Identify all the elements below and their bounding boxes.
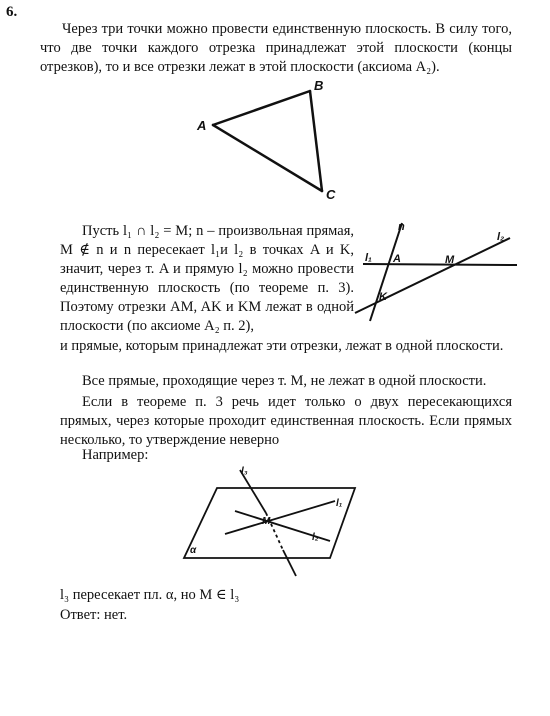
label-a: A (197, 118, 207, 133)
segment-bc (310, 91, 322, 191)
paragraph-fact: l₃ пересекает пл. α, но M ∈ l₃ (60, 587, 240, 603)
paragraph-explanation-text: Если в теореме п. 3 речь идет только о двух пересекающихся прямых, через которые проходит единственная плоскость. Если прямых несколько, то утверждение неверно (60, 394, 512, 448)
label-l2: l₂ (312, 532, 319, 543)
paragraph-proof-text: Пусть l₁ ∩ l₂ = M; n – произвольная прямая, M ∉ n и n пересекает l₁и l₂ в точках A и K, значит, через т. A и прямую l₂ можно провести единственную плоскость (по теореме п. 3). Поэтому отрезки AM, AK и KM лежат в одной плоскости (по аксиоме A₂ п. 2), (60, 223, 354, 334)
paragraph-example-text: Например: (82, 447, 149, 463)
paragraph-intro (40, 20, 512, 77)
paragraph-statement-text: Все прямые, проходящие через т. M, не лежат в одной плоскости. (82, 373, 487, 389)
label-c: C (326, 187, 336, 202)
label-alpha: α (190, 545, 197, 556)
plane-figure (180, 466, 380, 584)
segment-ac (213, 125, 322, 191)
segment-ab (213, 91, 310, 125)
label-l2: l₂ (497, 231, 505, 243)
label-n: n (398, 221, 405, 233)
paragraph-answer: Ответ: нет. (60, 607, 128, 623)
label-point-k: K (379, 291, 387, 303)
line-l1 (363, 264, 517, 265)
paragraph-conclusion: и прямые, которым принадлежат эти отрезки, лежат в одной плоскости. (60, 338, 504, 354)
lines-figure (355, 218, 525, 333)
paragraph-intro-text: Через три точки можно провести единственную плоскость. В силу того, что две точки каждого отрезка принадлежат этой плоскости (концы отрезков), то и все отрезки лежат в этой плоскости (аксиома A₂). (40, 21, 512, 75)
label-l1: l₁ (365, 252, 372, 264)
problem-number: 6. (6, 4, 18, 20)
paragraph-example (60, 446, 360, 465)
paragraph-statement (60, 372, 512, 391)
label-m: M (262, 516, 271, 527)
line-n (370, 223, 402, 321)
label-l3: l₃ (241, 466, 248, 477)
label-point-m: M (445, 254, 455, 266)
triangle-figure (195, 78, 355, 203)
label-l1: l₁ (336, 498, 343, 509)
paragraph-explanation (60, 393, 512, 450)
line-l3-below (283, 550, 296, 576)
paragraph-proof (60, 222, 354, 336)
line-l2 (225, 501, 335, 534)
label-point-a: A (393, 253, 401, 265)
label-b: B (314, 78, 324, 93)
